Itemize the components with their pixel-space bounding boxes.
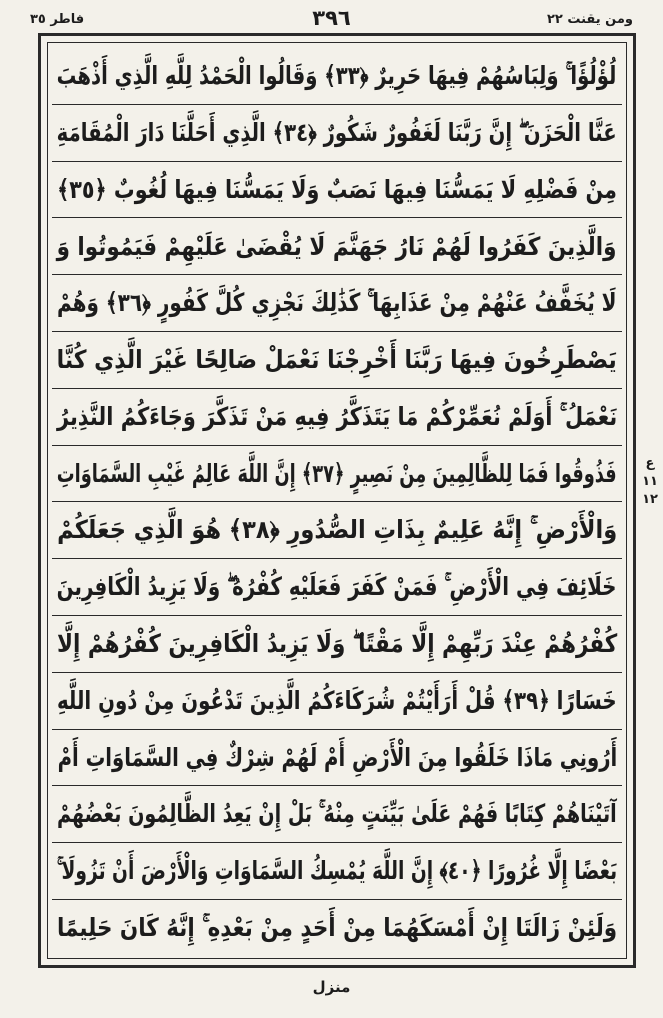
text-line-6 [52,332,622,389]
text-line-15 [52,843,622,900]
text-line-8 [52,446,622,503]
verse-text: أَرُونِي مَاذَا خَلَقُوا مِنَ الْأَرْضِ أَمْ لَهُمْ شِرْكٌ فِي السَّمَاوَاتِ أَمْ [57,742,617,772]
text-line-14 [52,786,622,843]
surah-label: فاطر ٣٥ [30,12,85,27]
verse-text: لُؤْلُؤًا ۚ وَلِبَاسُهُمْ فِيهَا حَرِيرٌ ﴿٣٣﴾ وَقَالُوا الْحَمْدُ لِلَّهِ الَّذِي أَذْهَبَ [57,60,617,90]
verse-text: خَسَارًا ﴿٣٩﴾ قُلْ أَرَأَيْتُمْ شُرَكَاءَكُمُ الَّذِينَ تَدْعُونَ مِنْ دُونِ اللَّهِ [57,686,617,716]
juz-label: ومن يقنت ٢٢ [546,12,633,27]
verse-text: بَعْضًا إِلَّا غُرُورًا ﴿٤٠﴾ إِنَّ اللَّهَ يُمْسِكُ السَّمَاوَاتِ وَالْأَرْضَ أَنْ تَزُولَا ۚ [56,856,618,886]
text-lines [52,48,622,958]
verse-text: عَنَّا الْحَزَنَ ۖ إِنَّ رَبَّنَا لَغَفُورٌ شَكُورٌ ﴿٣٤﴾ الَّذِي أَحَلَّنَا دَارَ الْمُقَامَةِ [57,117,617,147]
verse-text: يَصْطَرِخُونَ فِيهَا رَبَّنَا أَخْرِجْنَا نَعْمَلْ صَالِحًا غَيْرَ الَّذِي كُنَّا [56,345,618,375]
verse-text: وَالْأَرْضِ ۚ إِنَّهُ عَلِيمٌ بِذَاتِ الصُّدُورِ ﴿٣٨﴾ هُوَ الَّذِي جَعَلَكُمْ [56,515,618,545]
verse-text: وَالَّذِينَ كَفَرُوا لَهُمْ نَارُ جَهَنَّمَ لَا يُقْضَىٰ عَلَيْهِمْ فَيَمُوتُوا وَ [57,231,617,261]
text-line-10 [52,559,622,616]
verse-text: فَذُوقُوا فَمَا لِلظَّالِمِينَ مِنْ نَصِيرٍ ﴿٣٧﴾ إِنَّ اللَّهَ عَالِمُ غَيْبِ السَّمَاوَاتِ [57,458,617,488]
text-line-3 [52,162,622,219]
text-line-11 [52,616,622,673]
text-line-12 [52,673,622,730]
text-line-16 [52,900,622,957]
text-line-1 [52,48,622,105]
text-line-9 [52,502,622,559]
verse-text: نَعْمَلُ ۚ أَوَلَمْ نُعَمِّرْكُمْ مَا يَتَذَكَّرُ فِيهِ مَنْ تَذَكَّرَ وَجَاءَكُمُ النَّذِيرُ [56,401,618,431]
verse-text: خَلَائِفَ فِي الْأَرْضِ ۚ فَمَنْ كَفَرَ فَعَلَيْهِ كُفْرُهُ ۖ وَلَا يَزِيدُ الْكَافِرِينَ [57,572,617,602]
text-line-2 [52,105,622,162]
verse-text: وَلَئِنْ زَالَتَا إِنْ أَمْسَكَهُمَا مِنْ أَحَدٍ مِنْ بَعْدِهِ ۚ إِنَّهُ كَانَ حَلِيمًا [56,913,618,943]
text-line-7 [52,389,622,446]
text-line-13 [52,730,622,787]
verse-text: كُفْرُهُمْ عِنْدَ رَبِّهِمْ إِلَّا مَقْتًا ۖ وَلَا يَزِيدُ الْكَافِرِينَ كُفْرُهُمْ إِلَّا [56,628,618,658]
verse-text: لَا يُخَفَّفُ عَنْهُمْ مِنْ عَذَابِهَا ۚ كَذَٰلِكَ نَجْزِي كُلَّ كَفُورٍ ﴿٣٦﴾ وَهُمْ [57,288,617,318]
verse-text: آتَيْنَاهُمْ كِتَابًا فَهُمْ عَلَىٰ بَيِّنَتٍ مِنْهُ ۚ بَلْ إِنْ يَعِدُ الظَّالِمُونَ بَعْضُهُمْ [57,799,617,829]
text-line-4 [52,218,622,275]
verse-text: مِنْ فَضْلِهِ لَا يَمَسُّنَا فِيهَا نَصَبٌ وَلَا يَمَسُّنَا فِيهَا لُغُوبٌ ﴿٣٥﴾ [57,174,617,204]
ruku-margin-note: ع ١١ ١٢ [642,456,658,507]
manzil-footer: منزل [312,978,351,996]
page-number: ٣٩٦ [312,6,351,30]
page-header [30,6,633,36]
text-line-5 [52,275,622,332]
